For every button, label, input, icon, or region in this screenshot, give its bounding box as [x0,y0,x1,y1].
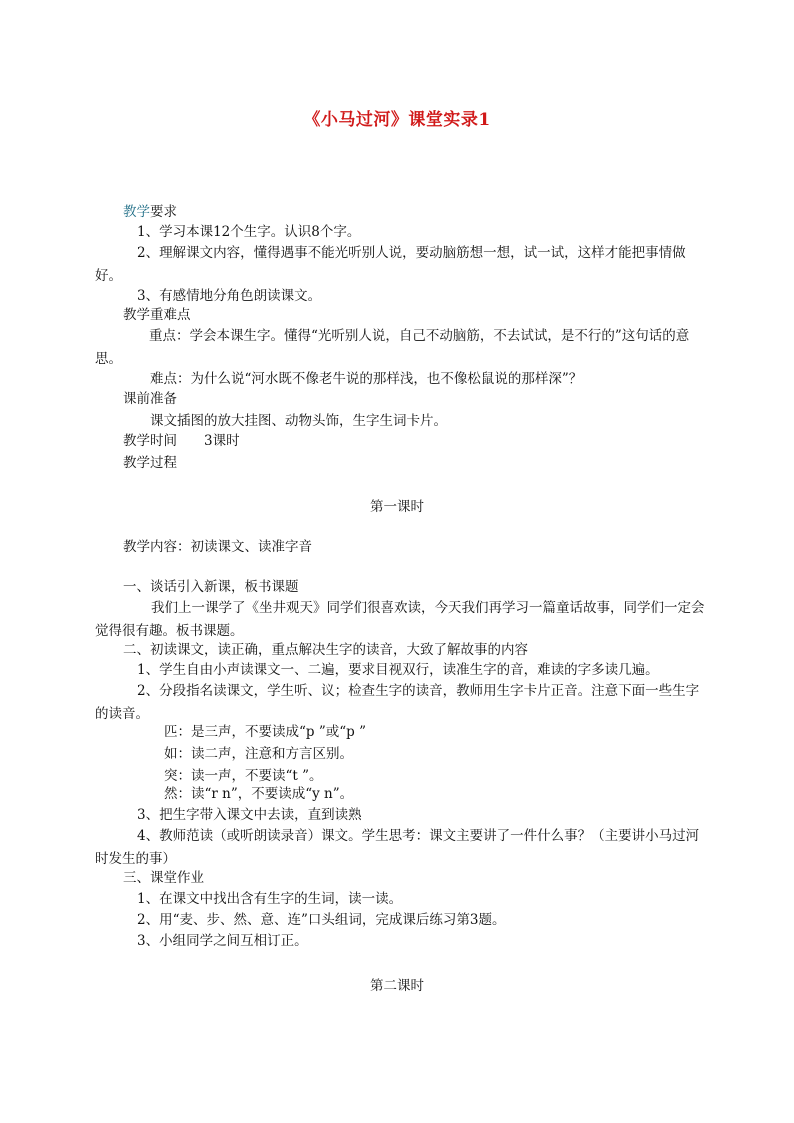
prep-text: 课文插图的放大挂图、动物头饰，生字生词卡片。 [150,413,447,429]
requirement-item-1: 1、学习本课12个生字。认识8个字。 [137,224,361,240]
part3-title: 三、课堂作业 [123,870,204,886]
part3-item-1: 1、在课文中找出含有生字的生词，读一读。 [137,891,403,907]
section-label-prep: 课前准备 [123,391,177,407]
part2-item-2: 2、分段指名读课文，学生听、议；检查生字的读音，教师用生字卡片正音。注意下面一些生字的读音。 [95,683,700,722]
key-point-text: 重点：学会本课生字。懂得“光听别人说，自己不动脑筋，不去试试，是不行的”这句话的意思。 [95,328,690,367]
lesson1-heading: 第一课时 [370,499,424,515]
pronunciation-note-1: 匹：是三声，不要读成“p ”或“p ” [164,724,366,740]
lesson1-content: 教学内容：初读课文、读准字音 [123,539,312,555]
part2-item-3: 3、把生字带入课文中去读，直到读熟 [137,807,362,823]
hard-point-text: 难点：为什么说“河水既不像老牛说的那样浅，也不像松鼠说的那样深”？ [150,371,583,387]
part1-title: 一、谈话引入新课，板书课题 [123,579,299,595]
part3-item-2: 2、用“麦、步、然、意、连”口头组词，完成课后练习第3题。 [137,912,506,928]
time-value: 3课时 [204,433,240,449]
section-label-rest: 要求 [150,204,177,220]
section-label-process: 教学过程 [123,455,177,471]
part2-item-1: 1、学生自由小声读课文一、二遍，要求目视双行，读准生字的音，难读的字多读几遍。 [137,662,659,678]
part1-text: 我们上一课学了《坐井观天》同学们很喜欢读，今天我们再学习一篇童话故事，同学们一定会觉得很有趣。板书课题。 [95,600,705,639]
section-label-difficulty: 教学重难点 [123,307,191,323]
lesson2-heading: 第二课时 [370,978,424,994]
section-label-teal: 教学 [123,204,150,220]
requirement-item-3: 3、有感情地分角色朗读课文。 [137,288,322,304]
requirement-item-2: 2、理解课文内容，懂得遇事不能光听别人说，要动脑筋想一想，试一试，这样才能把事情做好。 [95,245,686,284]
pronunciation-note-4: 然：读“r n”，不要读成“y n”。 [164,786,354,802]
part2-title: 二、初读课文，读正确，重点解决生字的读音，大致了解故事的内容 [123,642,528,658]
section-label-time: 教学时间 [123,433,177,449]
part2-item-4: 4、教师范读（或听朗读录音）课文。学生思考：课文主要讲了一件什么事？（主要讲小马过河时发生的事） [95,828,700,867]
section-label-requirements [123,203,177,221]
part3-item-3: 3、小组同学之间互相订正。 [137,933,308,949]
document-title: 《小马过河》课堂实录1 [303,110,491,130]
pronunciation-note-3: 突：读一声，不要读“t ”。 [164,768,323,784]
pronunciation-note-2: 如：读二声，注意和方言区别。 [164,746,353,762]
